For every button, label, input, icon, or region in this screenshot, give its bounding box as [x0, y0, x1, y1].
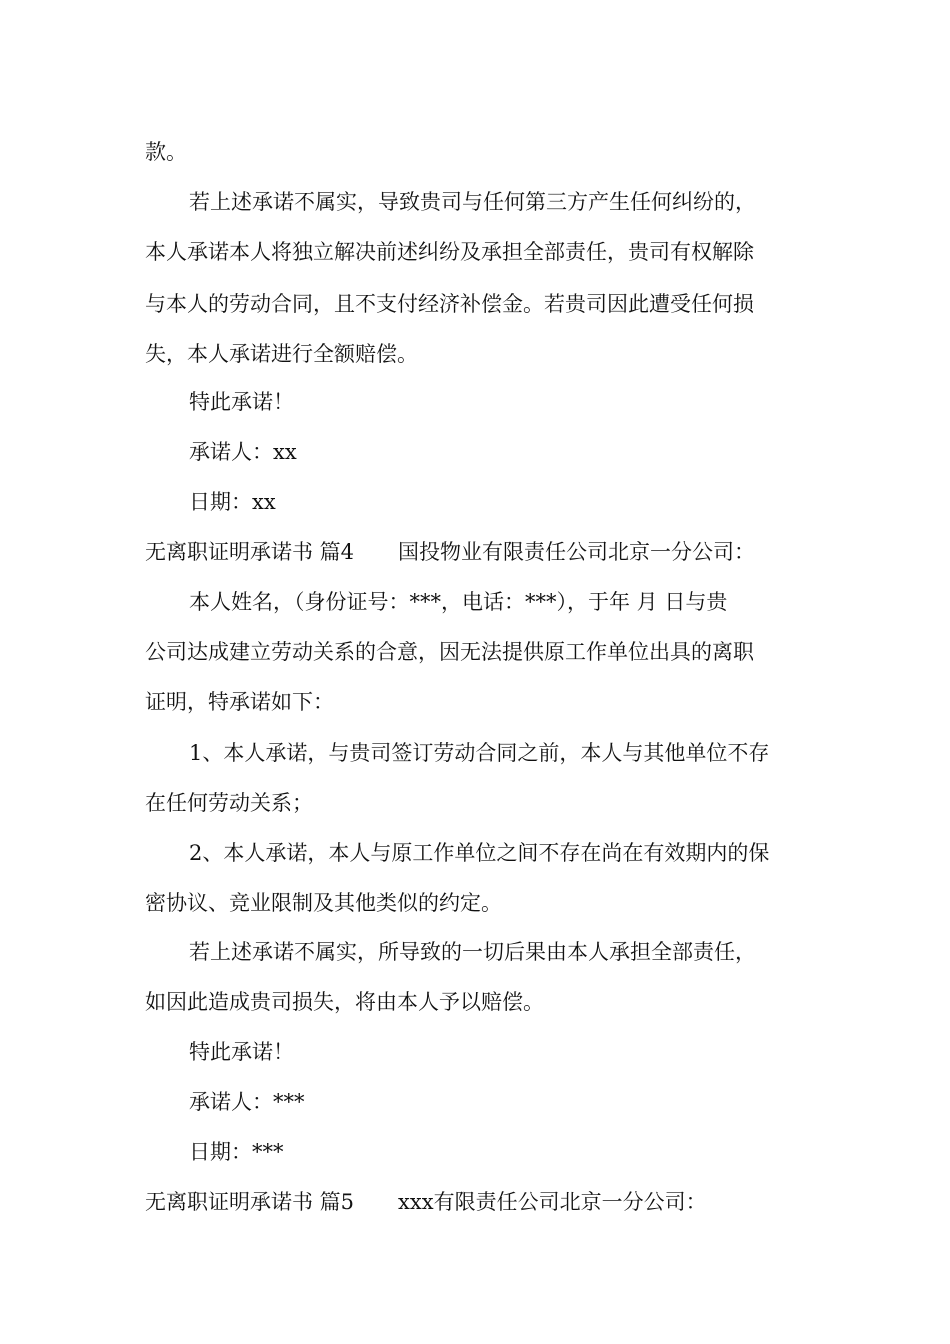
text-line: 特此承诺！ [189, 390, 294, 414]
section-heading [145, 540, 755, 564]
text-line: 如因此造成贵司损失，将由本人予以赔偿。 [145, 990, 544, 1014]
text-line: 特此承诺！ [189, 1040, 294, 1064]
text-line: 若上述承诺不属实，所导致的一切后果由本人承担全部责任， [189, 940, 756, 964]
text-line: 本人姓名，（身份证号：***，电话：***），于年 月 日与贵 [189, 590, 728, 614]
text-line: 2、本人承诺，本人与原工作单位之间不存在尚在有效期内的保 [189, 841, 770, 865]
text-line: 在任何劳动关系； [145, 791, 313, 815]
signatory-line: 承诺人：xx [189, 440, 297, 464]
text-line: 本人承诺本人将独立解决前述纠纷及承担全部责任，贵司有权解除 [145, 240, 754, 264]
date-line: 日期：*** [189, 1140, 284, 1164]
date-line: 日期：xx [189, 490, 276, 514]
signatory-line: 承诺人：*** [189, 1090, 305, 1114]
text-line: 证明，特承诺如下： [145, 690, 334, 714]
text-line: 公司达成建立劳动关系的合意，因无法提供原工作单位出具的离职 [145, 640, 754, 664]
text-line: 若上述承诺不属实，导致贵司与任何第三方产生任何纠纷的， [189, 190, 756, 214]
text-line: 与本人的劳动合同，且不支付经济补偿金。若贵司因此遭受任何损 [145, 292, 754, 316]
section-heading [145, 1190, 707, 1214]
addressee: xxx有限责任公司北京一分公司： [398, 1190, 707, 1214]
text-line: 失，本人承诺进行全额赔偿。 [145, 342, 418, 366]
section-title: 无离职证明承诺书 篇5 [145, 1190, 355, 1214]
section-title: 无离职证明承诺书 篇4 [145, 540, 355, 564]
text-line: 密协议、竞业限制及其他类似的约定。 [145, 891, 502, 915]
addressee: 国投物业有限责任公司北京一分公司： [398, 540, 756, 564]
text-line: 款。 [145, 140, 187, 164]
text-line: 1、本人承诺，与贵司签订劳动合同之前，本人与其他单位不存 [189, 741, 770, 765]
